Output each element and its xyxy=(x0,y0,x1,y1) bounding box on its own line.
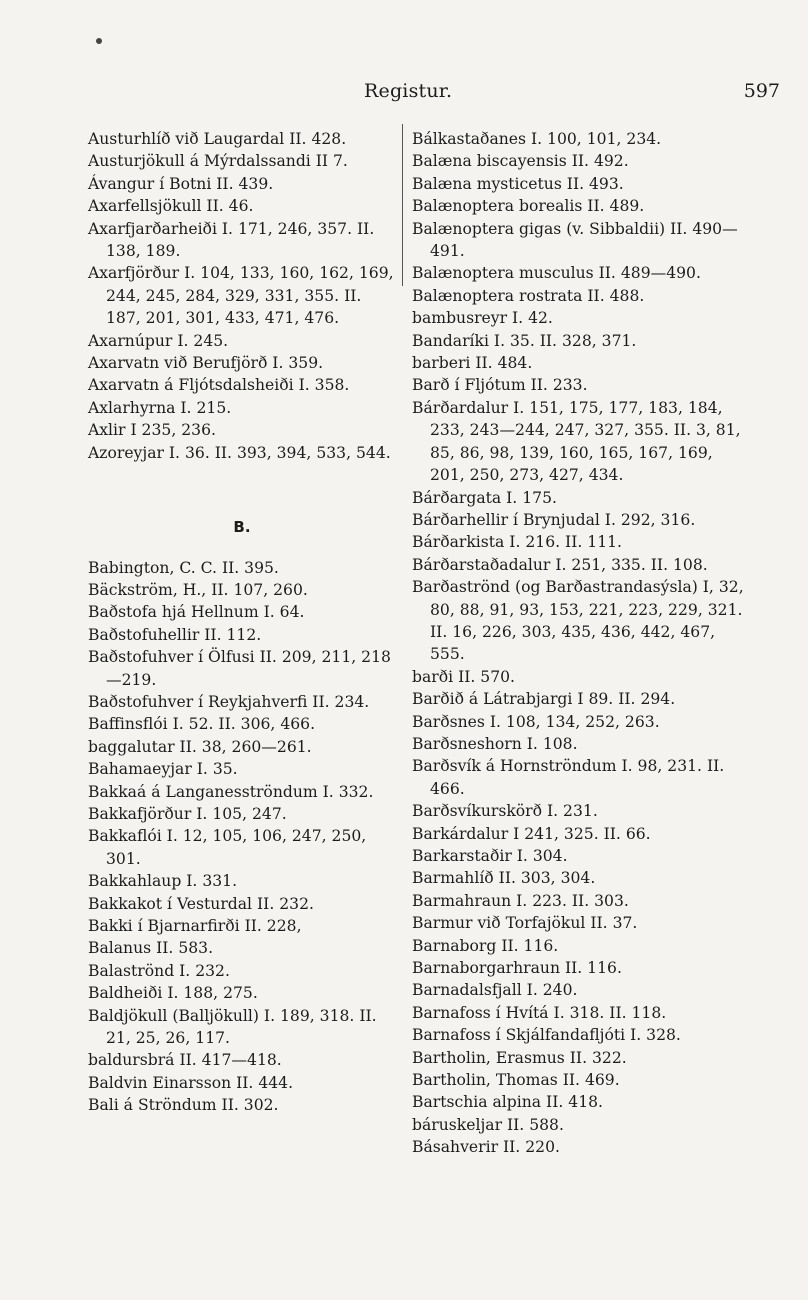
entries-b-group xyxy=(88,557,396,1117)
index-entry: Barðsnes I. 108, 134, 252, 263. xyxy=(412,712,660,731)
index-entry: Baðstofuhellir II. 112. xyxy=(88,625,262,644)
index-entry: Bárðarkista I. 216. II. 111. xyxy=(412,533,623,552)
index-entry: Ávangur í Botni II. 439. xyxy=(88,174,274,193)
index-entry: Baldheiði I. 188, 275. xyxy=(88,984,258,1003)
right-column xyxy=(412,128,752,1159)
index-entry: Baffinsflói I. 52. II. 306, 466. xyxy=(88,715,316,734)
index-entry: Axarvatn á Fljótsdalsheiði I. 358. xyxy=(88,376,350,395)
index-entry: Barðaströnd (og Barðastrandasýsla) I, 32, 80, 88, 91, 93, 153, 221, 223, 229, 321. II. 16, 226, 303, 435, 436, 442, 467, 555. xyxy=(412,578,744,664)
index-entry: baggalutar II. 38, 260—261. xyxy=(88,737,312,756)
index-entry: Axlarhyrna I. 215. xyxy=(88,398,232,417)
index-entry: Bárðardalur I. 151, 175, 177, 183, 184, 233, 243—244, 247, 327, 355. II. 3, 81, 85, 86, 98, 139, 160, 165, 167, 169, 201, 250, 273, 427, 434. xyxy=(412,398,741,485)
index-entry: Bartschia alpina II. 418. xyxy=(412,1093,604,1112)
index-entry: Barðsvík á Hornströndum I. 98, 231. II. 466. xyxy=(412,757,725,798)
index-entry: Barnafoss í Hvítá I. 318. II. 118. xyxy=(412,1003,667,1022)
left-column xyxy=(88,128,396,1117)
ink-spot xyxy=(96,38,102,44)
index-entry: Baldvin Einarsson II. 444. xyxy=(88,1073,294,1092)
index-entry: Bäckström, H., II. 107, 260. xyxy=(88,580,308,599)
page-number: 597 xyxy=(743,80,780,102)
index-entry: Axarfjörður I. 104, 133, 160, 162, 169, 244, 245, 284, 329, 331, 355. II. 187, 201, 301, 433, 471, 476. xyxy=(88,264,394,328)
index-entry: Barkarstaðir I. 304. xyxy=(412,847,568,865)
index-entry: Axarfjarðarheiði I. 171, 246, 357. II. 138, 189. xyxy=(88,219,375,261)
index-entry: Bandaríki I. 35. II. 328, 371. xyxy=(412,331,637,350)
index-entry: Balænoptera musculus II. 489—490. xyxy=(412,264,701,283)
index-entry: Barmahlíð II. 303, 304. xyxy=(412,869,596,888)
index-entry: Bakki í Bjarnarfirði II. 228, xyxy=(88,917,302,935)
running-title: Registur. xyxy=(364,80,453,102)
entries-a-group xyxy=(88,128,396,464)
index-entry: Barðsneshorn I. 108. xyxy=(412,734,578,753)
index-entry: Bakkafjörður I. 105, 247. xyxy=(88,804,287,823)
index-entry: Azoreyjar I. 36. II. 393, 394, 533, 544. xyxy=(88,443,391,462)
index-entry: Barð í Fljótum II. 233. xyxy=(412,376,588,395)
index-entry: Balænoptera gigas (v. Sibbaldii) II. 490—491. xyxy=(412,219,738,261)
index-entry: barberi II. 484. xyxy=(412,354,533,373)
index-entry: Bali á Ströndum II. 302. xyxy=(88,1096,279,1115)
index-entry: Barnaborg II. 116. xyxy=(412,936,559,955)
index-entry: Axlir I 235, 236. xyxy=(88,421,216,440)
index-entry: barði II. 570. xyxy=(412,667,516,686)
index-entry: Barnafoss í Skjálfandafljóti I. 328. xyxy=(412,1026,681,1045)
index-entry: Barmur við Torfajökul II. 37. xyxy=(412,914,638,933)
index-entry: Barmahraun I. 223. II. 303. xyxy=(412,891,629,910)
index-entry: Bálkastaðanes I. 100, 101, 234. xyxy=(412,130,662,148)
index-entry: Balæna mysticetus II. 493. xyxy=(412,174,624,193)
index-entry: Bahamaeyjar I. 35. xyxy=(88,760,238,779)
index-entry: Balænoptera rostrata II. 488. xyxy=(412,286,645,305)
page-header xyxy=(0,80,808,110)
index-entry: bambusreyr I. 42. xyxy=(412,309,553,328)
index-entry: Austurhlíð við Laugardal II. 428. xyxy=(88,130,347,148)
index-entry: Básahverir II. 220. xyxy=(412,1138,560,1157)
index-entry: Bárðarhellir í Brynjudal I. 292, 316. xyxy=(412,510,696,529)
index-entry: Babington, C. C. II. 395. xyxy=(88,558,279,577)
index-entry: Bartholin, Erasmus II. 322. xyxy=(412,1048,627,1067)
index-entry: Austurjökull á Mýrdalssandi II 7. xyxy=(88,152,348,171)
index-entry: Baðstofuhver í Reykjahverfi II. 234. xyxy=(88,692,370,711)
column-divider xyxy=(402,124,403,286)
index-entry: Balænoptera borealis II. 489. xyxy=(412,197,645,216)
index-entry: Axarnúpur I. 245. xyxy=(88,331,229,350)
index-entry: Barnaborgarhraun II. 116. xyxy=(412,959,622,978)
index-entry: Balaströnd I. 232. xyxy=(88,961,230,980)
index-entry: Axarvatn við Berufjörð I. 359. xyxy=(88,354,324,373)
section-letter: B. xyxy=(233,518,251,537)
index-entry: Bakkaflói I. 12, 105, 106, 247, 250, 301. xyxy=(88,827,367,868)
index-entry: Baldjökull (Balljökull) I. 189, 318. II. 21, 25, 26, 117. xyxy=(88,1006,377,1048)
index-entry: Bakkakot í Vesturdal II. 232. xyxy=(88,894,314,913)
index-entry: Barnadalsfjall I. 240. xyxy=(412,981,578,1000)
index-entry: Barðsvíkurskörð I. 231. xyxy=(412,802,598,821)
index-entry: báruskeljar II. 588. xyxy=(412,1115,564,1134)
index-entry: Balæna biscayensis II. 492. xyxy=(412,152,629,171)
index-entry: Baðstofuhver í Ölfusi II. 209, 211, 218—219. xyxy=(88,648,391,689)
index-entry: Bakkaá á Langanesströndum I. 332. xyxy=(88,782,374,801)
index-entry: Bárðargata I. 175. xyxy=(412,488,557,507)
index-entry: Axarfellsjökull II. 46. xyxy=(88,197,254,216)
index-entry: Baðstofa hjá Hellnum I. 64. xyxy=(88,603,305,622)
index-entry: Balanus II. 583. xyxy=(88,939,214,958)
index-entry: Bakkahlaup I. 331. xyxy=(88,872,238,891)
index-entry: Bárðarstaðadalur I. 251, 335. II. 108. xyxy=(412,555,708,574)
index-entry: Barkárdalur I 241, 325. II. 66. xyxy=(412,824,651,843)
index-entry: baldursbrá II. 417—418. xyxy=(88,1051,282,1070)
index-entry: Barðið á Látrabjargi I 89. II. 294. xyxy=(412,690,676,709)
index-entry: Bartholin, Thomas II. 469. xyxy=(412,1071,620,1090)
